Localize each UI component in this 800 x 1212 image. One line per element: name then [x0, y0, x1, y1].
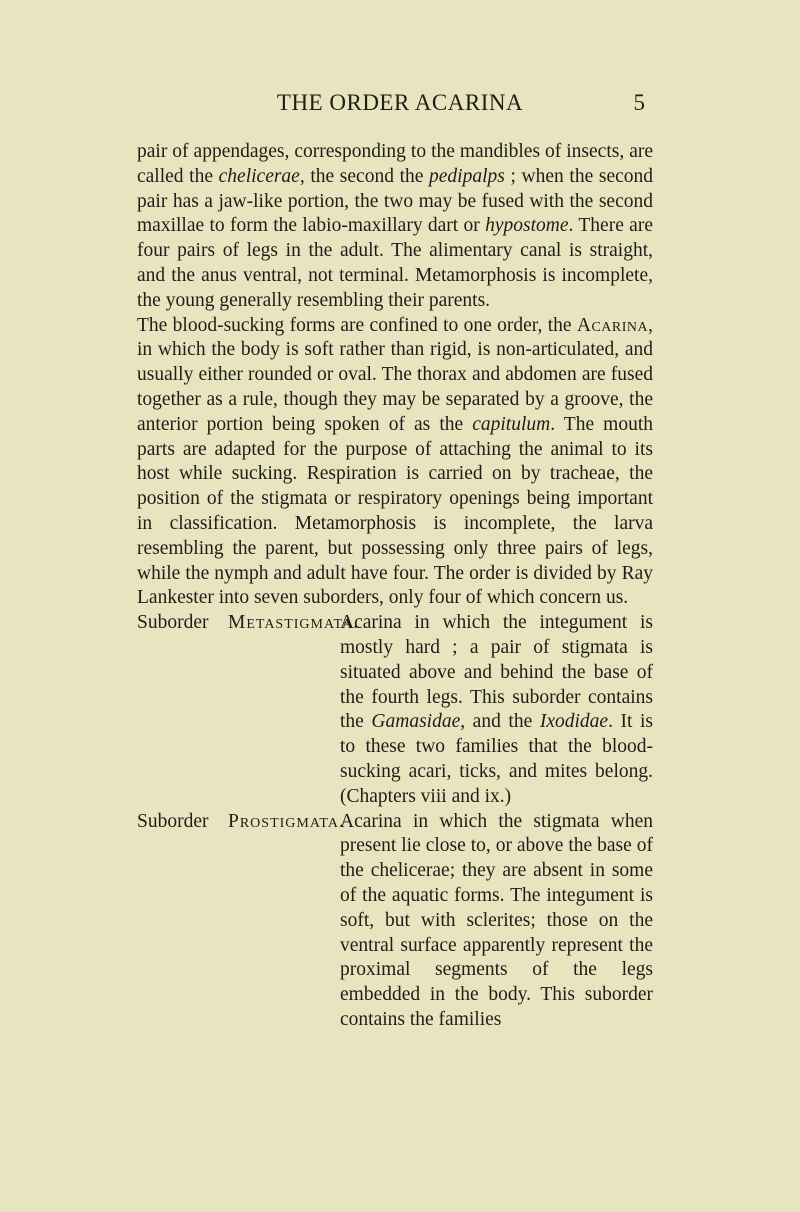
text-run: pair of appendages, corresponding to the mandibles of insects, are called the: [137, 141, 653, 187]
suborder-entry-metastigmata: [137, 611, 653, 809]
text-run: . There are four pairs of legs in the adult. The alimentary canal is straight, and the anus ventral, not terminal. Metamorphosis is incomplete, the young generally resembling their parents.: [137, 215, 653, 311]
suborder-label: [137, 611, 359, 636]
italic-term: hypostome: [485, 215, 569, 237]
suborder-label: [137, 810, 345, 835]
running-title: THE ORDER ACARINA: [276, 90, 524, 115]
paragraph-2: [137, 314, 653, 612]
text-run: Acarina in which the integument is mostly hard ; a pair of stigmata is situated above and behind the base of the fourth legs. This suborder contains the: [340, 612, 653, 733]
smallcaps-term: Acarina: [576, 314, 649, 336]
text-run: The blood-sucking forms are confined to one order, the: [137, 314, 577, 336]
italic-term: capitulum: [472, 413, 551, 435]
paragraph-1: [137, 140, 653, 314]
suborder-name: Metastigmata.: [228, 612, 359, 634]
text-run: , in which the body is soft rather than rigid, is non-articulated, and usually either rounded or oval. The thorax and abdomen are fused together as a rule, though they may be separated by a groove, the anterior portion being spoken of as the: [137, 314, 653, 435]
text-run: Acarina in which the stigmata when present lie close to, or above the base of the chelicerae; they are absent in some of the aquatic forms. The integument is soft, but with sclerites; those on the ventral surface apparently represent the proximal segments of the legs embedded in the body. This suborder contains the families: [340, 810, 653, 1030]
suborder-description: [340, 611, 653, 809]
italic-term: Ixodidae: [539, 711, 609, 733]
text-run: . It is to these two families that the blood-sucking acari, ticks, and mites belong. (Chapters viii and ix.): [340, 711, 654, 807]
text-run: . The mouth parts are adapted for the purpose of attaching the animal to its host while sucking. Respiration is carried on by tracheae, the position of the stigmata or respiratory openings being important in classification. Metamorphosis is incomplete, the larva resembling the parent, but possessing only three pairs of legs, while the nymph and adult have four. The order is divided by Ray Lankester into seven suborders, only four of which concern us.: [137, 413, 653, 609]
text-run: , and the: [460, 711, 540, 733]
text-run: , the second the: [299, 165, 430, 187]
suborder-word: Suborder: [137, 612, 209, 634]
page-number: 5: [633, 90, 645, 115]
italic-term: chelicerae: [218, 165, 300, 187]
italic-term: Gamasidae: [371, 711, 461, 733]
suborder-entry-prostigmata: [137, 810, 653, 1033]
suborder-description: [340, 810, 653, 1033]
italic-term: pedipalps: [429, 165, 505, 187]
text-run: ; when the second pair has a jaw-like portion, the two may be fused with the second maxillae to form the labio-maxillary dart or: [137, 165, 654, 237]
body-text: [137, 140, 653, 1033]
suborder-name: Prostigmata.: [228, 810, 345, 832]
page-header: [0, 90, 800, 126]
suborder-word: Suborder: [137, 810, 209, 832]
